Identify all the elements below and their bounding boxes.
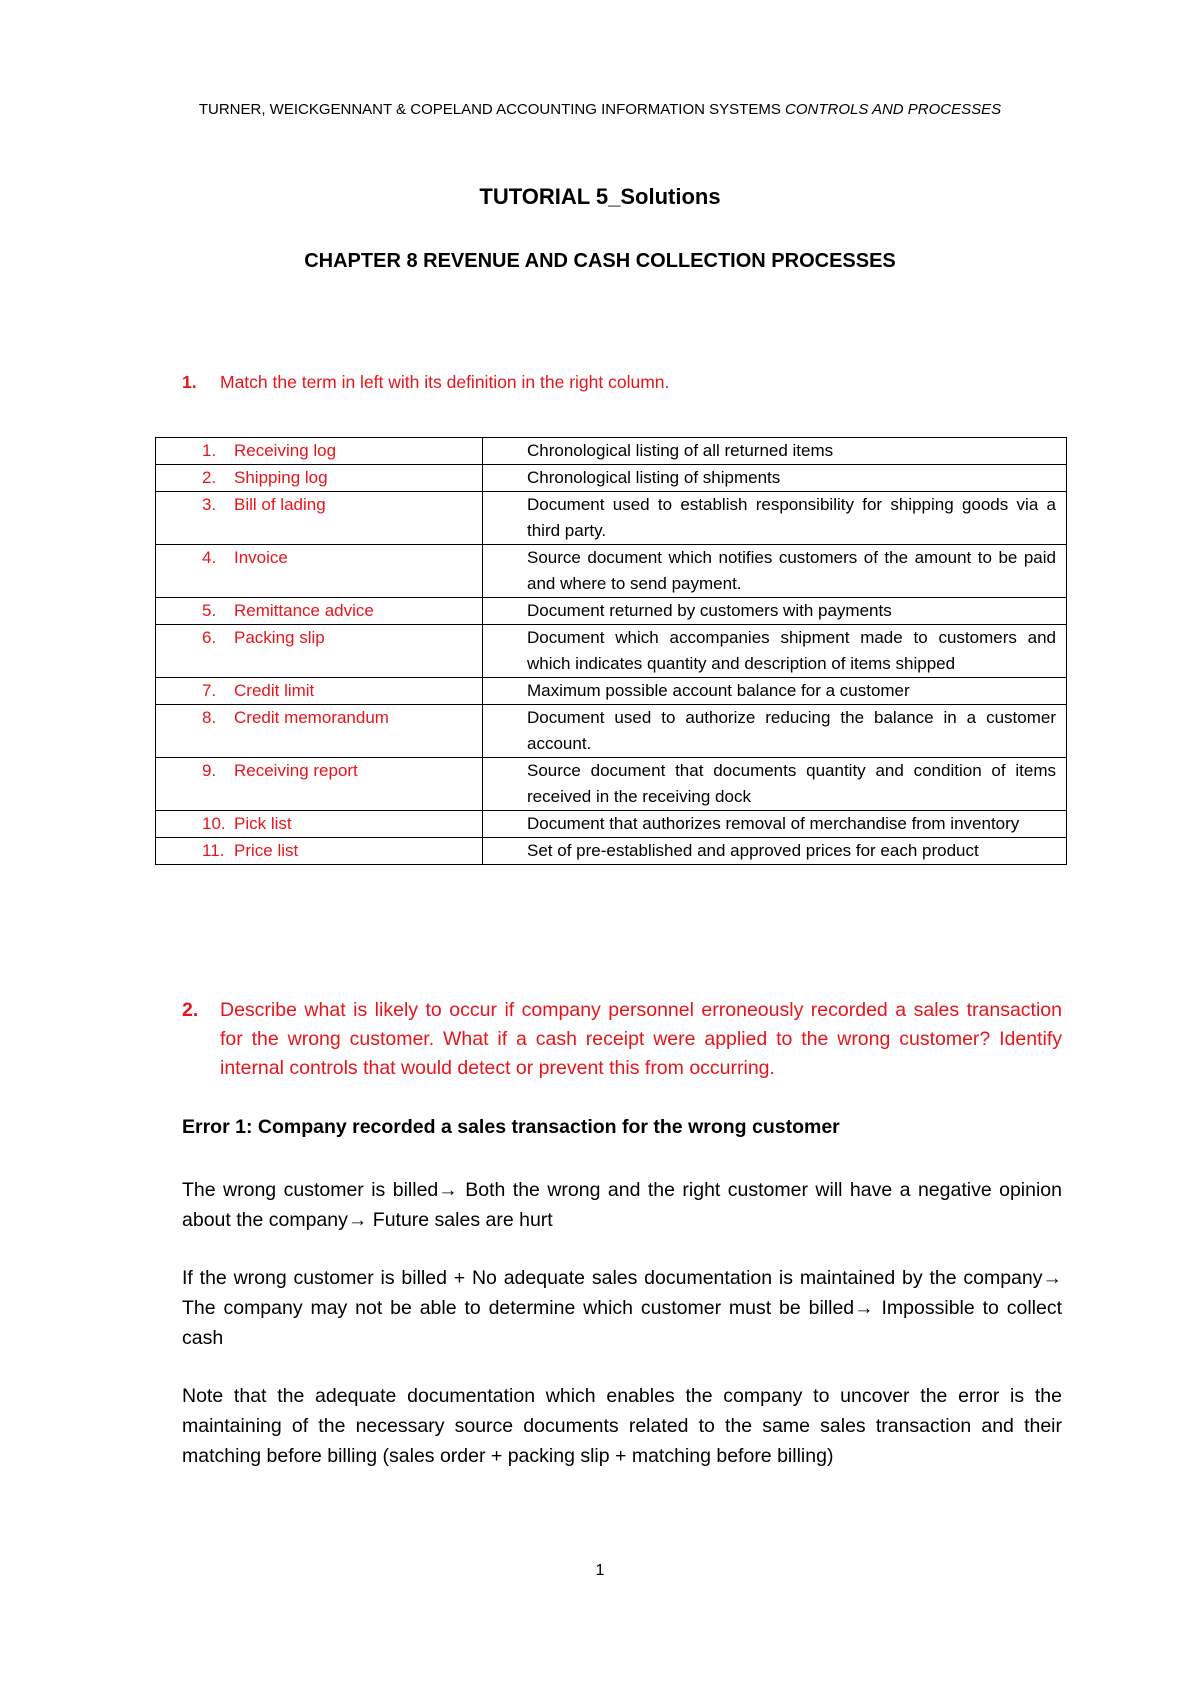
definition-cell: Maximum possible account balance for a customer [483, 678, 1067, 705]
term-name: Invoice [234, 548, 288, 567]
term-name: Pick list [234, 814, 292, 833]
term-number: 10. [202, 814, 226, 833]
question-1-text: Match the term in left with its definition in the right column. [220, 372, 670, 392]
table-row [156, 438, 1067, 465]
definition-cell: Chronological listing of all returned items [483, 438, 1067, 465]
definition-cell: Document returned by customers with payments [483, 598, 1067, 625]
term-cell [156, 438, 483, 465]
table-row [156, 758, 1067, 811]
page-number: 1 [595, 1562, 605, 1579]
term-name: Shipping log [234, 468, 328, 487]
table-row [156, 492, 1067, 545]
table-row [156, 811, 1067, 838]
definition-cell: Document used to authorize reducing the balance in a customer account. [483, 705, 1067, 758]
term-number: 8. [202, 708, 217, 727]
definition-cell: Source document which notifies customers of the amount to be paid and where to send payment. [483, 545, 1067, 598]
term-name: Credit memorandum [234, 708, 389, 727]
paragraph-billed-wrong-customer: The wrong customer is billed→ Both the wrong and the right customer will have a negative opinion about the company→ Future sales are hurt [182, 1179, 1062, 1231]
paragraph-no-documentation: If the wrong customer is billed + No adequate sales documentation is maintained by the company→ The company may not be able to determine which customer must be billed→ Impossible to collect cash [182, 1267, 1062, 1349]
term-name: Credit limit [234, 681, 315, 700]
table-row [156, 465, 1067, 492]
term-name: Remittance advice [234, 601, 374, 620]
running-head [0, 101, 1200, 118]
table-row [156, 545, 1067, 598]
document-title: TUTORIAL 5_Solutions [479, 184, 721, 209]
term-number: 9. [202, 761, 217, 780]
term-number: 2. [202, 468, 217, 487]
terms-table [155, 437, 1067, 865]
term-number: 3. [202, 495, 217, 514]
definition-cell: Set of pre-established and approved prices for each product [483, 838, 1067, 865]
running-head-italic: CONTROLS AND PROCESSES [785, 101, 1002, 118]
term-number: 1. [202, 441, 217, 460]
term-cell [156, 758, 483, 811]
term-cell [156, 705, 483, 758]
term-cell [156, 678, 483, 705]
question-1 [182, 372, 669, 393]
definition-cell: Source document that documents quantity and condition of items received in the receiving dock [483, 758, 1067, 811]
term-number: 6. [202, 628, 217, 647]
paragraph-adequate-documentation: Note that the adequate documentation which enables the company to uncover the error is the maintaining of the necessary source documents related to the same sales transaction and their matching before billing (sales order + packing slip + matching before billing) [182, 1385, 1062, 1467]
term-cell [156, 838, 483, 865]
term-name: Bill of lading [234, 495, 326, 514]
term-cell [156, 598, 483, 625]
definition-cell: Document that authorizes removal of merchandise from inventory [483, 811, 1067, 838]
table-row [156, 678, 1067, 705]
definition-cell: Document used to establish responsibility for shipping goods via a third party. [483, 492, 1067, 545]
term-name: Packing slip [234, 628, 325, 647]
term-name: Price list [234, 841, 299, 860]
chapter-title: CHAPTER 8 REVENUE AND CASH COLLECTION PROCESSES [304, 250, 896, 272]
definition-cell: Document which accompanies shipment made to customers and which indicates quantity and description of items shipped [483, 625, 1067, 678]
term-number: 4. [202, 548, 217, 567]
term-number: 11. [202, 841, 225, 860]
question-2 [182, 996, 1062, 1083]
term-name: Receiving report [234, 761, 358, 780]
term-cell [156, 811, 483, 838]
term-cell [156, 545, 483, 598]
definition-cell: Chronological listing of shipments [483, 465, 1067, 492]
question-2-number: 2. [182, 999, 199, 1021]
term-cell [156, 625, 483, 678]
term-cell [156, 465, 483, 492]
term-number: 5. [202, 601, 217, 620]
table-row [156, 838, 1067, 865]
question-2-text: Describe what is likely to occur if company personnel erroneously recorded a sales transaction for the wrong customer. What if a cash receipt were applied to the wrong customer? Identify internal controls that would detect or prevent this from occurring. [220, 999, 1062, 1079]
term-name: Receiving log [234, 441, 337, 460]
question-1-number: 1. [182, 372, 197, 392]
table-row [156, 705, 1067, 758]
error-1-heading: Error 1: Company recorded a sales transaction for the wrong customer [182, 1116, 840, 1138]
term-cell [156, 492, 483, 545]
running-head-main: TURNER, WEICKGENNANT & COPELAND ACCOUNTING INFORMATION SYSTEMS [198, 101, 785, 118]
table-row [156, 598, 1067, 625]
term-number: 7. [202, 681, 217, 700]
table-row [156, 625, 1067, 678]
